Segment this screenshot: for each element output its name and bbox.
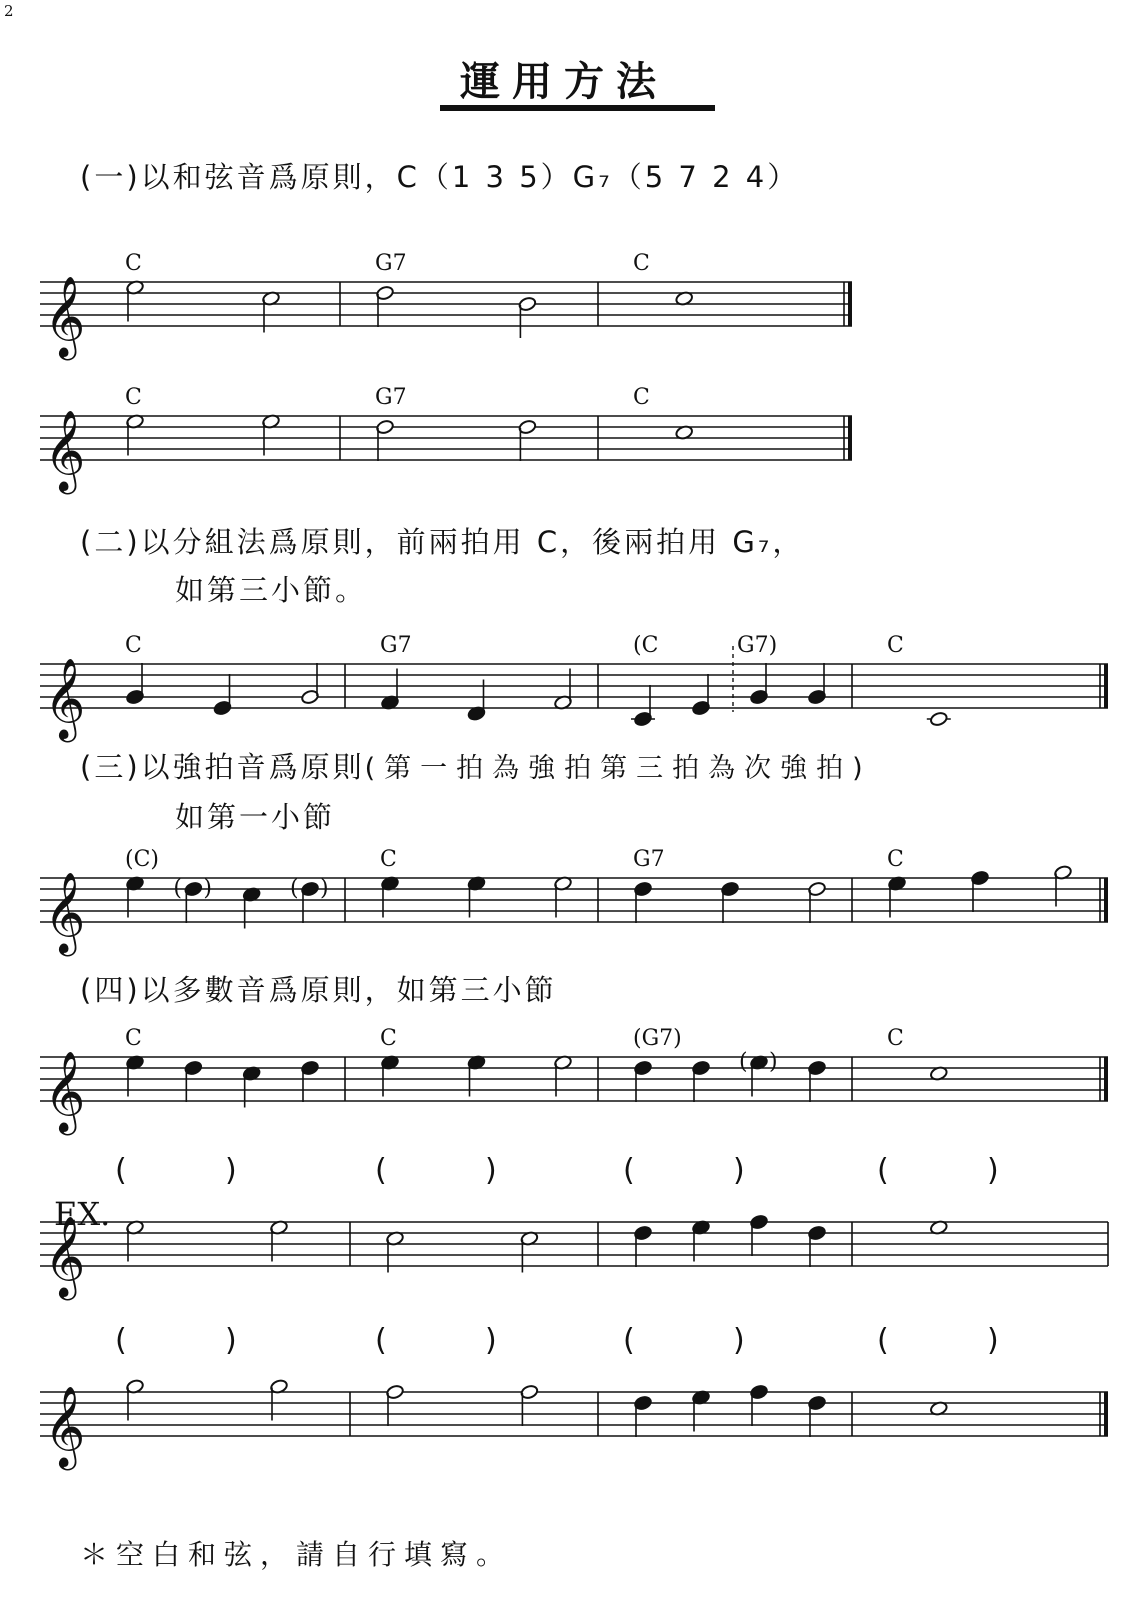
final-barline-thick: [1104, 1392, 1108, 1436]
chord-label: C: [887, 847, 904, 872]
blank-chord-close-paren: ): [987, 1323, 999, 1358]
section-2-heading: (二)以分組法爲原則，前兩拍用 C，後兩拍用 G₇，: [80, 525, 805, 559]
note-paren-close: ): [203, 876, 212, 901]
blank-chord-open-paren: (: [115, 1323, 127, 1358]
final-barline-thick: [848, 416, 852, 460]
chord-label: C: [380, 847, 397, 872]
note-paren-close: ): [320, 876, 329, 901]
note-paren-open: (: [739, 1049, 748, 1075]
blank-chord-open-paren: (: [623, 1323, 635, 1358]
chord-label: C: [125, 385, 142, 410]
blank-chord-close-paren: ): [733, 1323, 745, 1358]
section-3-note: (第一拍為強拍第三拍為次強拍): [364, 753, 872, 784]
chord-label: C: [887, 633, 904, 658]
blank-chord-open-paren: (: [623, 1153, 635, 1188]
chord-label: G7: [633, 847, 665, 872]
chord-label: C: [633, 251, 650, 276]
chord-label: C: [125, 1026, 142, 1051]
final-barline-thick: [1104, 878, 1108, 922]
blank-chord-close-paren: ): [485, 1153, 497, 1188]
treble-clef-icon: 𝄞: [44, 1385, 86, 1467]
chord-label: G7: [380, 633, 412, 658]
blank-chord-open-paren: (: [375, 1323, 387, 1358]
treble-clef-icon: 𝄞: [44, 1050, 86, 1132]
section-3-subline: 如第一小節: [175, 800, 336, 834]
section-3-text: (三)以強拍音爲原則: [80, 750, 365, 784]
section-1-heading: (一)以和弦音爲原則，C（1 3 5）G₇（5 7 2 4）: [80, 160, 800, 194]
page-title: 運用方法: [460, 59, 668, 105]
chord-label: (C): [125, 847, 159, 872]
whole-note: [929, 711, 948, 727]
chord-label: C: [125, 251, 142, 276]
blank-chord-open-paren: (: [375, 1153, 387, 1188]
footnote: ＊空白和弦，請自行填寫。: [80, 1538, 513, 1571]
treble-clef-icon: 𝄞: [44, 657, 86, 739]
treble-clef-icon: 𝄞: [44, 275, 86, 357]
note-paren-open: (: [173, 876, 182, 901]
chord-label: C: [887, 1026, 904, 1051]
section-2-subline: 如第三小節。: [175, 573, 368, 607]
final-barline-thick: [1104, 664, 1108, 708]
final-barline-thick: [848, 282, 852, 326]
treble-clef-icon: 𝄞: [44, 1215, 86, 1297]
final-barline-thick: [1104, 1057, 1108, 1101]
chord-label: G7: [375, 385, 407, 410]
treble-clef-icon: 𝄞: [44, 409, 86, 491]
chord-label: C: [380, 1026, 397, 1051]
chord-label: (G7): [633, 1026, 682, 1051]
chord-label: G7): [737, 633, 778, 658]
chord-label: (C: [633, 633, 659, 658]
blank-chord-close-paren: ): [225, 1323, 237, 1358]
blank-chord-close-paren: ): [733, 1153, 745, 1188]
page-number: 2: [4, 2, 14, 20]
note-paren-open: (: [290, 876, 299, 901]
chord-label: G7: [375, 251, 407, 276]
treble-clef-icon: 𝄞: [44, 871, 86, 953]
blank-chord-close-paren: ): [225, 1153, 237, 1188]
blank-chord-open-paren: (: [877, 1323, 889, 1358]
chord-label: C: [633, 385, 650, 410]
note-paren-close: ): [769, 1049, 778, 1075]
chord-label: C: [125, 633, 142, 658]
blank-chord-open-paren: (: [115, 1153, 127, 1188]
section-4-heading: (四)以多數音爲原則，如第三小節: [80, 973, 557, 1007]
exercise-label: EX.: [54, 1195, 111, 1233]
blank-chord-close-paren: ): [485, 1323, 497, 1358]
blank-chord-open-paren: (: [877, 1153, 889, 1188]
blank-chord-close-paren: ): [987, 1153, 999, 1188]
